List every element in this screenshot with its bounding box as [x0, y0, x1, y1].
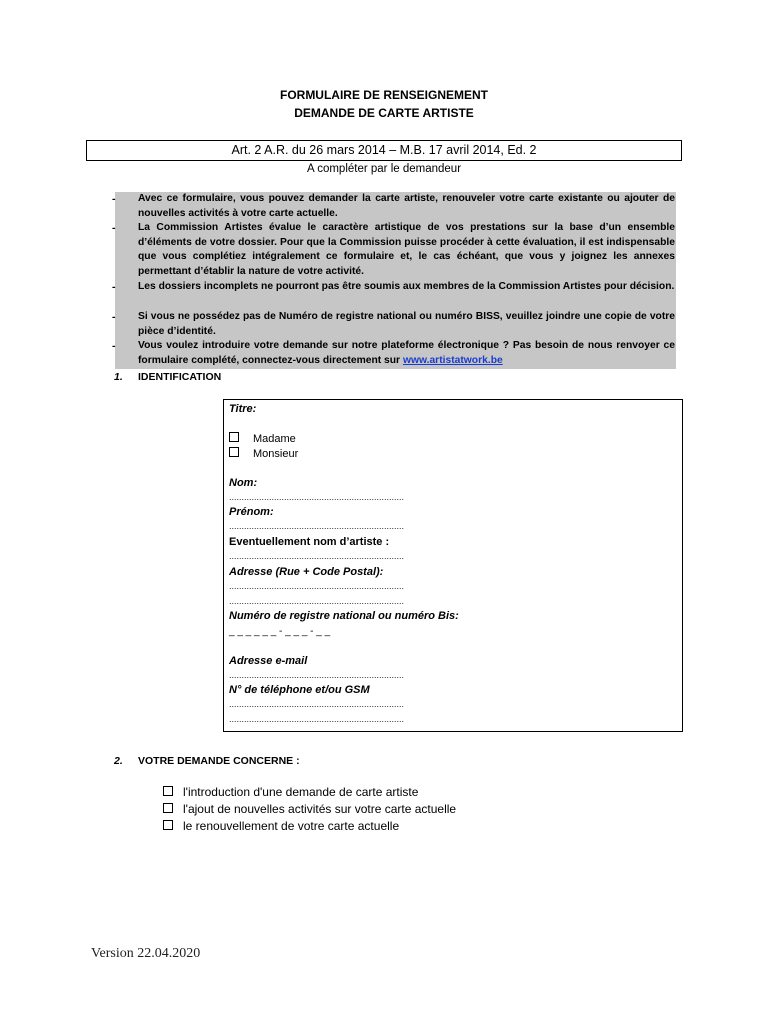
bullet-dash: -	[112, 281, 116, 293]
demande-option-renouvellement[interactable]	[163, 819, 399, 833]
demande-option-label: l'ajout de nouvelles activités sur votre carte actuelle	[183, 802, 457, 816]
demande-option-ajout[interactable]	[163, 802, 456, 816]
demande-option-label: l'introduction d'une demande de carte artiste	[183, 785, 419, 799]
info-bullet-2: La Commission Artistes évalue le caractère artistique de vos prestations sur la base d’un ensemble d’éléments de votre dossier. Pour que la Commission puisse procéder à cette évaluation, il est indispensable que vous complétiez intégralement ce formulaire et, le cas échéant, que vous y joignez les annexes permettant d’établir la nature de votre activité.	[138, 222, 675, 278]
version-label: Version 22.04.2020	[91, 946, 201, 961]
section-title: IDENTIFICATION	[138, 371, 222, 383]
form-title-line2: DEMANDE DE CARTE ARTISTE	[294, 106, 474, 120]
adresse-field-2[interactable]: ......................................................................	[229, 596, 405, 606]
demande-option-label: le renouvellement de votre carte actuelle	[183, 819, 400, 833]
email-field[interactable]: ......................................................................	[229, 670, 405, 680]
checkbox[interactable]	[229, 447, 239, 457]
demande-option-introduction[interactable]	[163, 785, 418, 799]
telephone-label: N° de téléphone et/ou GSM	[229, 684, 370, 696]
prenom-label: Prénom:	[229, 506, 274, 518]
section-title: VOTRE DEMANDE CONCERNE :	[138, 755, 300, 767]
titre-label: Titre:	[229, 403, 257, 415]
nom-label: Nom:	[229, 477, 258, 489]
bullet-dash: -	[112, 340, 116, 352]
form-title-line1: FORMULAIRE DE RENSEIGNEMENT	[279, 88, 488, 102]
telephone-field-1[interactable]: ......................................................................	[229, 699, 405, 709]
checkbox[interactable]	[163, 786, 173, 796]
checkbox[interactable]	[163, 820, 173, 830]
section-number: 2.	[114, 755, 123, 767]
info-bullet-5-text: Vous voulez introduire votre demande sur notre plateforme électronique ? Pas besoin de nous renvoyer ce formulaire complété, connectez-vous directement sur	[138, 340, 675, 366]
option-madame[interactable]	[229, 432, 296, 445]
info-bullet-3: Les dossiers incomplets ne pourront pas être soumis aux membres de la Commission Artistes pour décision.	[138, 281, 675, 292]
checkbox[interactable]	[229, 432, 239, 442]
artistatwork-link[interactable]: www.artistatwork.be	[402, 354, 503, 366]
section-demande-heading	[114, 755, 300, 767]
section-number: 1.	[114, 371, 123, 383]
nom-artiste-label: Eventuellement nom d’artiste :	[229, 536, 390, 548]
info-bullet-4: Si vous ne possédez pas de Numéro de registre national ou numéro BISS, veuillez joindre une copie de votre pièce d’identité.	[138, 311, 675, 337]
checkbox[interactable]	[163, 803, 173, 813]
identification-box	[223, 399, 683, 732]
registre-field[interactable]: _ _ _ _ _ _ - _ _ _ - _ _	[229, 626, 331, 637]
adresse-field-1[interactable]: ......................................................................	[229, 581, 405, 591]
prenom-field[interactable]: ......................................................................	[229, 521, 405, 531]
adresse-label: Adresse (Rue + Code Postal):	[229, 566, 384, 578]
nom-artiste-field[interactable]: ......................................................................	[229, 551, 405, 561]
email-label: Adresse e-mail	[229, 655, 308, 667]
bullet-dash: -	[112, 193, 116, 205]
registre-label: Numéro de registre national ou numéro Bis:	[229, 610, 459, 622]
telephone-field-2[interactable]: ......................................................................	[229, 714, 405, 724]
option-monsieur-label: Monsieur	[253, 448, 299, 460]
bullet-dash: -	[112, 311, 116, 323]
option-monsieur[interactable]	[229, 447, 298, 460]
form-subtitle: A compléter par le demandeur	[306, 163, 462, 175]
art-reference-box: Art. 2 A.R. du 26 mars 2014 – M.B. 17 avril 2014, Ed. 2	[86, 140, 682, 161]
info-bullet-5	[138, 339, 675, 368]
section-identification-heading	[114, 371, 221, 383]
info-bullet-1: Avec ce formulaire, vous pouvez demander la carte artiste, renouveler votre carte existante ou ajouter de nouvelles activités à votre carte actuelle.	[138, 193, 675, 219]
nom-field[interactable]: ......................................................................	[229, 492, 405, 502]
option-madame-label: Madame	[253, 433, 296, 445]
bullet-dash: -	[112, 222, 116, 234]
